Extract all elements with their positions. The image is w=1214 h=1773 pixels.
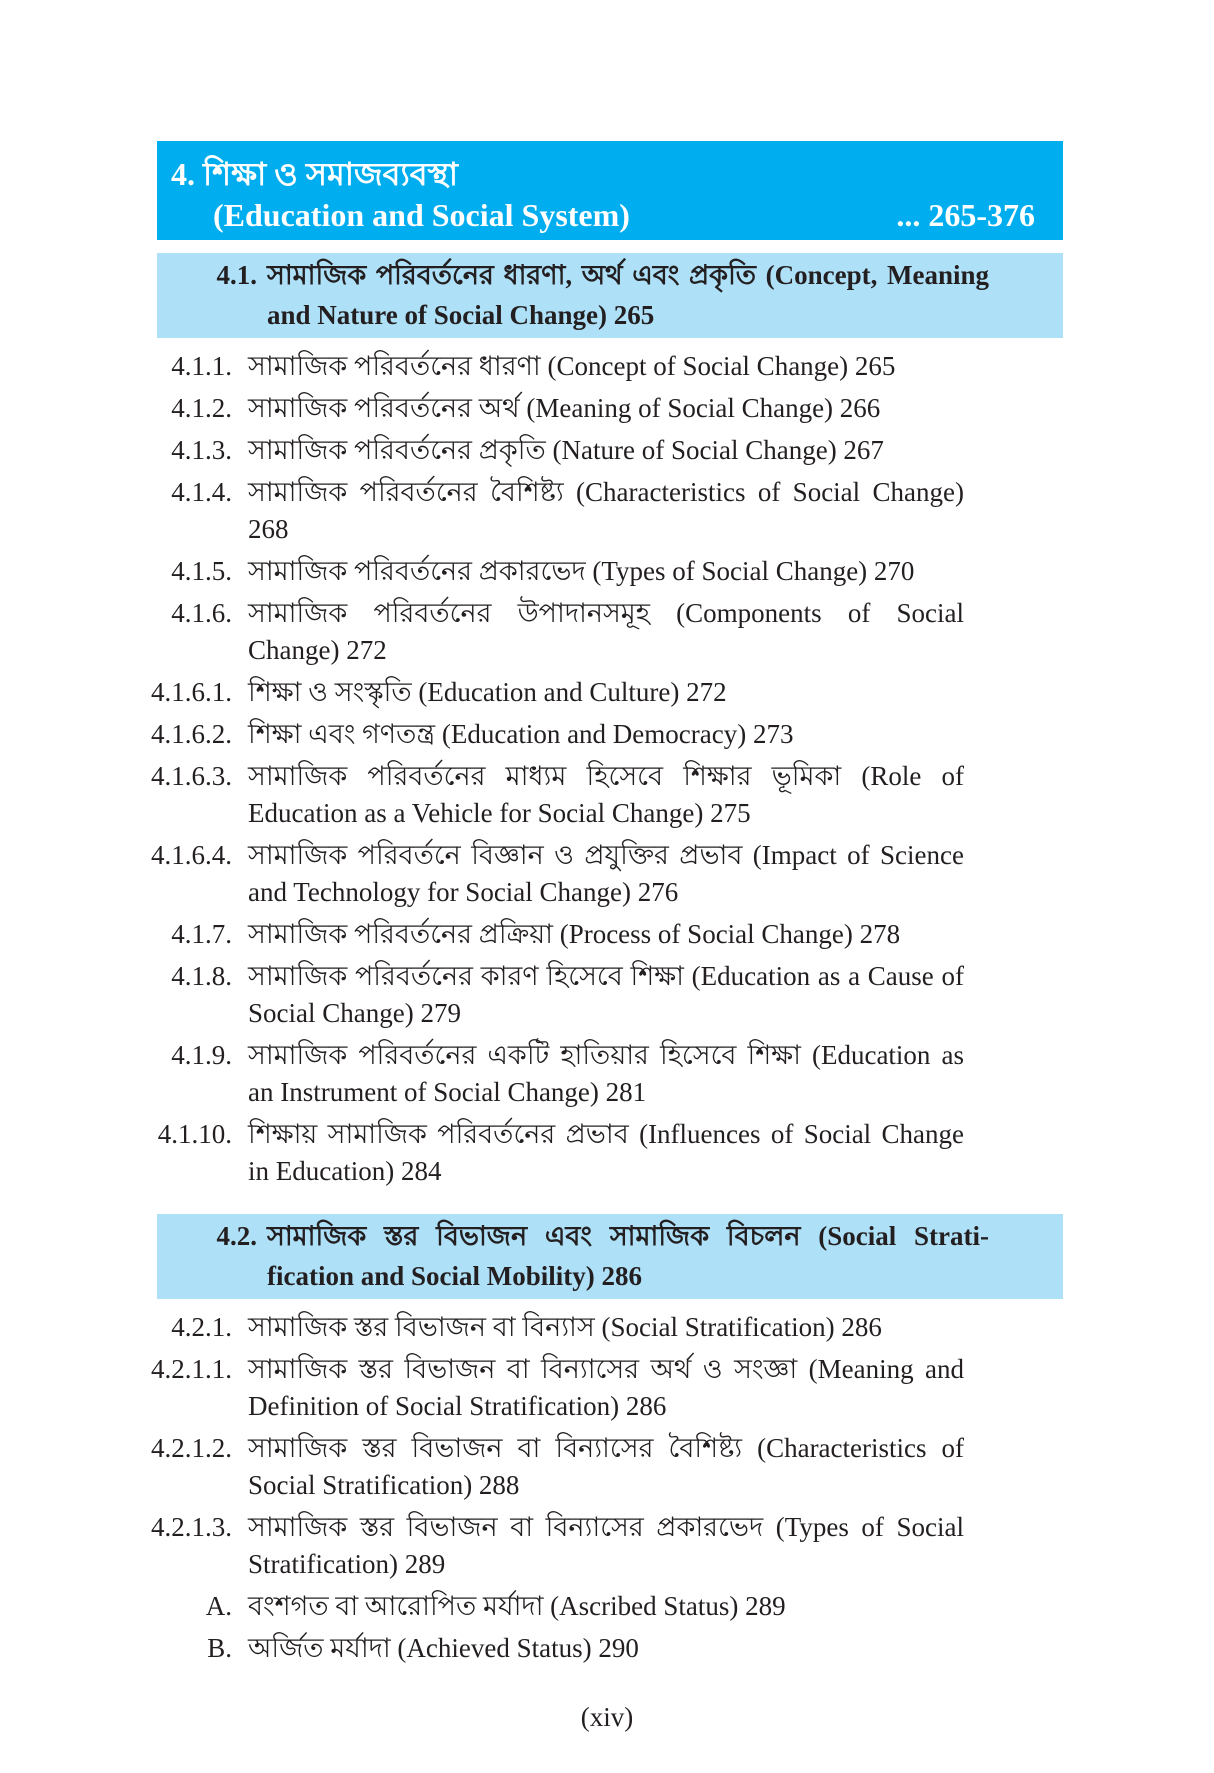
entry-number: 4.1.1.	[171, 351, 232, 381]
entry-number: 4.1.5.	[171, 556, 232, 586]
toc-entry	[0, 716, 1214, 753]
toc-entry	[0, 595, 1214, 669]
section-header-4-2	[157, 1214, 1063, 1299]
entry-title: সামাজিক পরিবর্তনের প্রকারভেদ (Types of Social Change) 270	[248, 556, 915, 586]
toc-entry	[0, 1116, 1214, 1190]
entry-number: 4.1.8.	[171, 961, 232, 991]
toc-entry	[0, 1351, 1214, 1425]
entry-number: 4.1.2.	[171, 393, 232, 423]
toc-list-4-1	[0, 338, 1214, 1190]
entry-title: অর্জিত মর্যাদা (Achieved Status) 290	[248, 1633, 639, 1663]
entry-number: 4.1.6.1.	[151, 677, 232, 707]
entry-title: সামাজিক পরিবর্তনের প্রকৃতি (Nature of Social Change) 267	[248, 435, 884, 465]
entry-number: 4.1.6.	[171, 598, 232, 628]
toc-entry	[0, 1430, 1214, 1504]
entry-title: সামাজিক স্তর বিভাজন বা বিন্যাস (Social Stratification) 286	[248, 1312, 882, 1342]
entry-title: সামাজিক স্তর বিভাজন বা বিন্যাসের বৈশিষ্ট্য (Characteristics of Social Stratification) 288	[248, 1433, 964, 1500]
entry-number: A.	[205, 1591, 232, 1621]
entry-title: শিক্ষায় সামাজিক পরিবর্তনের প্রভাব (Influences of Social Change in Education) 284	[248, 1119, 964, 1186]
toc-entry	[0, 348, 1214, 385]
entry-title: সামাজিক স্তর বিভাজন বা বিন্যাসের অর্থ ও সংজ্ঞা (Meaning and Definition of Social Stratification) 286	[248, 1354, 964, 1421]
entry-title: সামাজিক পরিবর্তনের মাধ্যম হিসেবে শিক্ষার ভূমিকা (Role of Education as a Vehicle for Social Change) 275	[248, 761, 964, 828]
toc-entry	[0, 432, 1214, 469]
toc-entry	[0, 553, 1214, 590]
entry-number: 4.1.6.2.	[151, 719, 232, 749]
toc-entry	[0, 1309, 1214, 1346]
toc-entry	[0, 837, 1214, 911]
entry-title: সামাজিক পরিবর্তনের কারণ হিসেবে শিক্ষা (Education as a Cause of Social Change) 279	[248, 961, 964, 1028]
toc-entry	[0, 390, 1214, 427]
entry-title: সামাজিক পরিবর্তনের অর্থ (Meaning of Social Change) 266	[248, 393, 881, 423]
section-number: 4.2.	[216, 1221, 257, 1251]
entry-number: 4.1.4.	[171, 477, 232, 507]
toc-entry	[0, 1588, 1214, 1625]
chapter-title-bengali: 4. শিক্ষা ও সমাজব্যবস্থা	[171, 156, 459, 192]
toc-entry	[0, 674, 1214, 711]
entry-number: 4.1.10.	[157, 1119, 232, 1149]
entry-title: বংশগত বা আরোপিত মর্যাদা (Ascribed Status) 289	[248, 1591, 786, 1621]
entry-number: 4.1.7.	[171, 919, 232, 949]
entry-number: 4.2.1.2.	[151, 1433, 232, 1463]
toc-entry	[0, 916, 1214, 953]
toc-entry	[0, 758, 1214, 832]
entry-title: সামাজিক পরিবর্তনের বৈশিষ্ট্য (Characteristics of Social Change) 268	[248, 477, 964, 544]
entry-title: সামাজিক পরিবর্তনের ধারণা (Concept of Social Change) 265	[248, 351, 896, 381]
entry-title: সামাজিক পরিবর্তনের একটি হাতিয়ার হিসেবে শিক্ষা (Education as an Instrument of Social Change) 281	[248, 1040, 964, 1107]
entry-title: সামাজিক স্তর বিভাজন বা বিন্যাসের প্রকারভেদ (Types of Social Stratification) 289	[248, 1512, 964, 1579]
entry-title: সামাজিক পরিবর্তনের প্রক্রিয়া (Process of Social Change) 278	[248, 919, 901, 949]
toc-list-4-2	[0, 1299, 1214, 1667]
chapter-header	[157, 141, 1063, 240]
entry-title: সামাজিক পরিবর্তনের উপাদানসমূহ (Components of Social Change) 272	[248, 598, 964, 665]
toc-entry	[0, 1037, 1214, 1111]
toc-entry	[0, 1630, 1214, 1667]
entry-number: 4.1.6.4.	[151, 840, 232, 870]
toc-entry	[0, 958, 1214, 1032]
page-number: (xiv)	[580, 1702, 634, 1732]
section-title: সামাজিক স্তর বিভাজন এবং সামাজিক বিচলন (Social Strati- fication and Social Mobility) 286	[267, 1221, 989, 1291]
entry-number: 4.2.1.1.	[151, 1354, 232, 1384]
section-header-4-1	[157, 253, 1063, 338]
chapter-title-english: (Education and Social System)	[213, 197, 630, 233]
entry-number: 4.1.3.	[171, 435, 232, 465]
entry-title: সামাজিক পরিবর্তনে বিজ্ঞান ও প্রযুক্তির প্রভাব (Impact of Science and Technology for Social Change) 276	[248, 840, 964, 907]
toc-entry	[0, 474, 1214, 548]
entry-title: শিক্ষা ও সংস্কৃতি (Education and Culture) 272	[248, 677, 727, 707]
entry-number: 4.1.9.	[171, 1040, 232, 1070]
entry-title: শিক্ষা এবং গণতন্ত্র (Education and Democracy) 273	[248, 719, 794, 749]
chapter-page-range: ... 265-376	[896, 197, 1035, 233]
entry-number: 4.1.6.3.	[151, 761, 232, 791]
entry-number: 4.2.1.	[171, 1312, 232, 1342]
section-title: সামাজিক পরিবর্তনের ধারণা, অর্থ এবং প্রকৃতি (Concept, Meaning and Nature of Social Change) 265	[267, 260, 989, 330]
toc-entry	[0, 1509, 1214, 1583]
entry-number: B.	[207, 1633, 232, 1663]
section-number: 4.1.	[216, 260, 257, 290]
entry-number: 4.2.1.3.	[151, 1512, 232, 1542]
